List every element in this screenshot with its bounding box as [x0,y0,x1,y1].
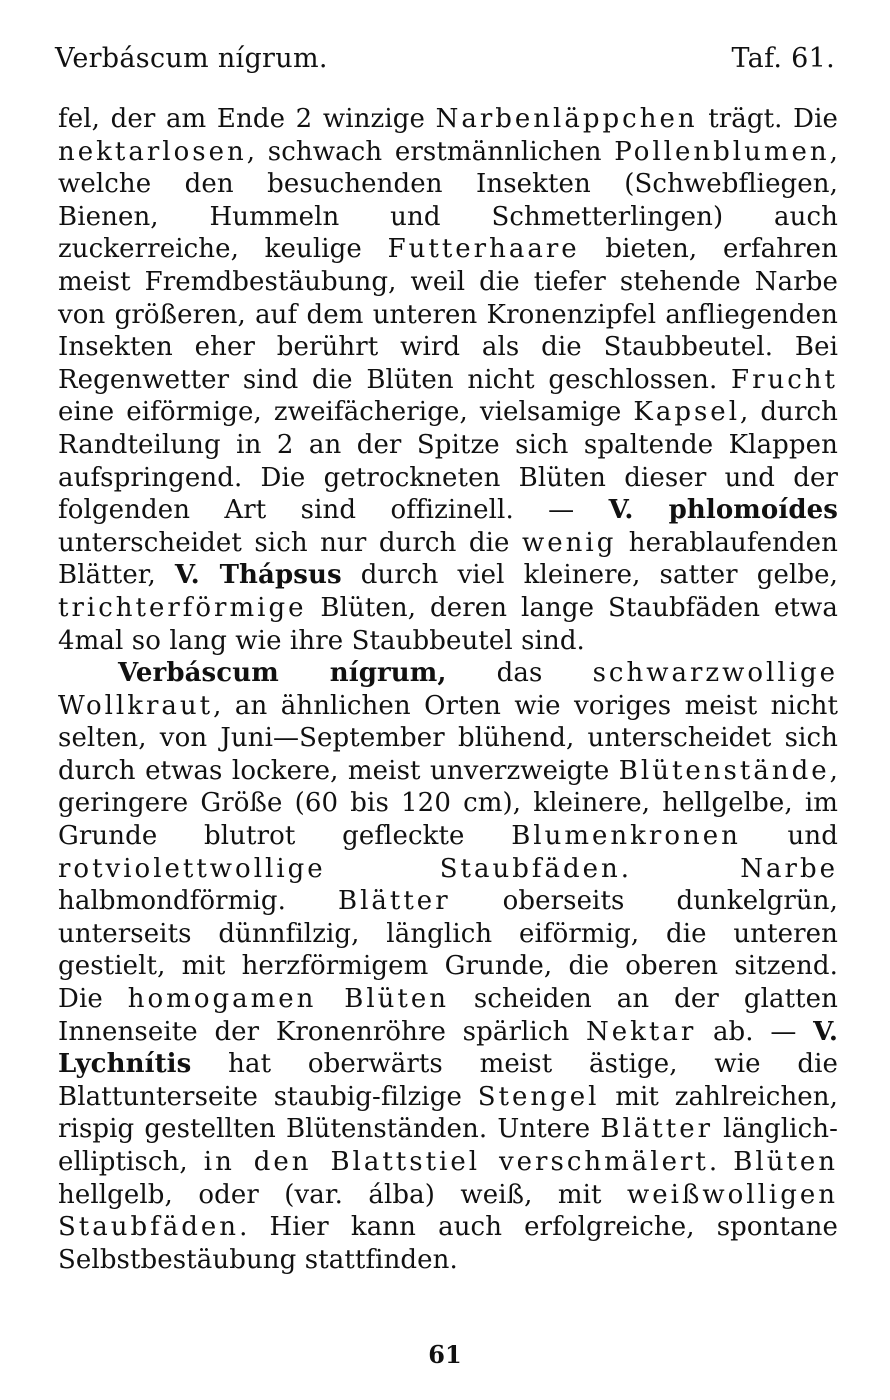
text-run: . [708,1147,734,1177]
spaced-term: homogamen Blüten [127,984,449,1015]
text-run: und [740,821,838,852]
header-plate-number: Taf. 61. [731,43,835,74]
spaced-term: Blüten [733,1147,839,1177]
spaced-term: Blumenkronen [511,821,741,852]
text-run: durch viel kleinere, satter gelbe, [341,560,838,591]
spaced-term: Blätter [600,1114,714,1145]
text-run: halbmondförmig. [58,886,338,917]
text-run: länglich-elliptisch, [58,1114,838,1177]
text-run: , welche den besuchenden Insekten (Schwebfliegen, Bienen, Hummeln und Schmetterlingen) auch zuckerreiche, keulige [58,136,838,265]
text-run: , durch Randteilung in 2 an der Spitze sich spaltende Klappen aufspringend. Die getrockneten Blüten dieser und der folgenden Art sind offizinell. — [58,397,839,526]
text-run: , geringere Größe (60 bis 120 cm), kleinere, hellgelbe, im Grunde blutrot gefleckte [58,755,838,852]
spaced-term: Narbe [740,853,838,884]
spaced-term: Blätter [337,886,451,917]
spaced-term: schwarzwollige Wollkraut [58,658,838,721]
running-header [55,42,835,76]
spaced-term: Kapsel [633,397,741,428]
spaced-term: Frucht [731,364,838,395]
text-run: , an ähnlichen Orten wie voriges meist nicht selten, von Juni—September blühend, unterscheidet sich durch etwas lockere, meist unverzweigte [58,690,838,786]
spaced-term: nektarlosen [58,136,247,167]
body-text [58,103,838,1276]
spaced-term: trichterförmige [58,592,307,623]
spaced-term: Futterhaare [387,234,580,265]
text-run: oberseits dunkelgrün, unterseits dünnfilzig, länglich eiförmig, die unteren gestielt, mit herzförmigem Grunde, die oberen sitzend. Die [58,886,838,1015]
text-run: herablaufenden Blätter, [58,527,839,591]
spaced-term: rotviolettwollige Staubfäden [58,853,621,884]
spaced-term: Narbenläppchen [435,104,698,134]
text-run: das [446,658,593,689]
text-run: , schwach erstmännlichen [246,136,615,167]
spaced-term: Pollenblumen [614,136,830,167]
spaced-term: in den Blattstiel verschmälert [203,1147,709,1177]
text-run: hellgelb, oder (var. álba) weiß, mit [58,1179,628,1210]
species-name: V. phlomoídes [608,495,838,526]
text-run: unterscheidet sich nur durch die [58,527,522,558]
spaced-term: Blütenstände [618,755,830,786]
spaced-term: weißwolligen Staubfäden [58,1179,838,1243]
paragraph-continuation [58,103,838,657]
text-run: hat oberwärts meist ästige, wie die Blattunterseite staubig-filzige [58,1049,838,1112]
text-run: Blüten, deren lange Staubfäden etwa 4mal so lang wie ihre Staubbeutel sind. [58,592,838,656]
header-species-title: Verbáscum nígrum. [55,43,328,74]
text-run: ab. — [696,1016,814,1047]
spaced-term: Nektar [586,1016,697,1047]
text-run: . Hier kann auch erfolgreiche, spontane Selbstbestäubung stattfinden. [58,1212,838,1275]
species-name: V. Lychnítis [58,1016,838,1080]
text-run: trägt. Die [697,104,838,134]
text-run: bieten, erfahren meist Fremdbestäubung, weil die tiefer stehende Narbe von größeren, auf dem unteren Kronenzipfel anfliegenden Insekten eher berührt wird als die Staubbeutel. Bei Regenwetter sind die Blüten nicht geschlossen. [58,234,838,395]
species-name: V. Thápsus [174,560,342,591]
paragraph-species-description [58,657,838,1276]
page-number: 61 [428,1340,462,1369]
text-run: eine eiförmige, zweifächerige, vielsamige [58,397,634,428]
text-run: scheiden an der glatten Innenseite der Kronenröhre spärlich [58,984,839,1047]
species-name: Verbáscum nígrum, [118,658,447,689]
spaced-term: wenig [522,527,617,558]
text-run: . [620,853,741,884]
text-run: fel, der am Ende 2 winzige [58,104,436,134]
spaced-term: Stengel [477,1081,600,1112]
text-run: mit zahlreichen, rispig gestellten Blütenständen. Untere [58,1081,838,1145]
